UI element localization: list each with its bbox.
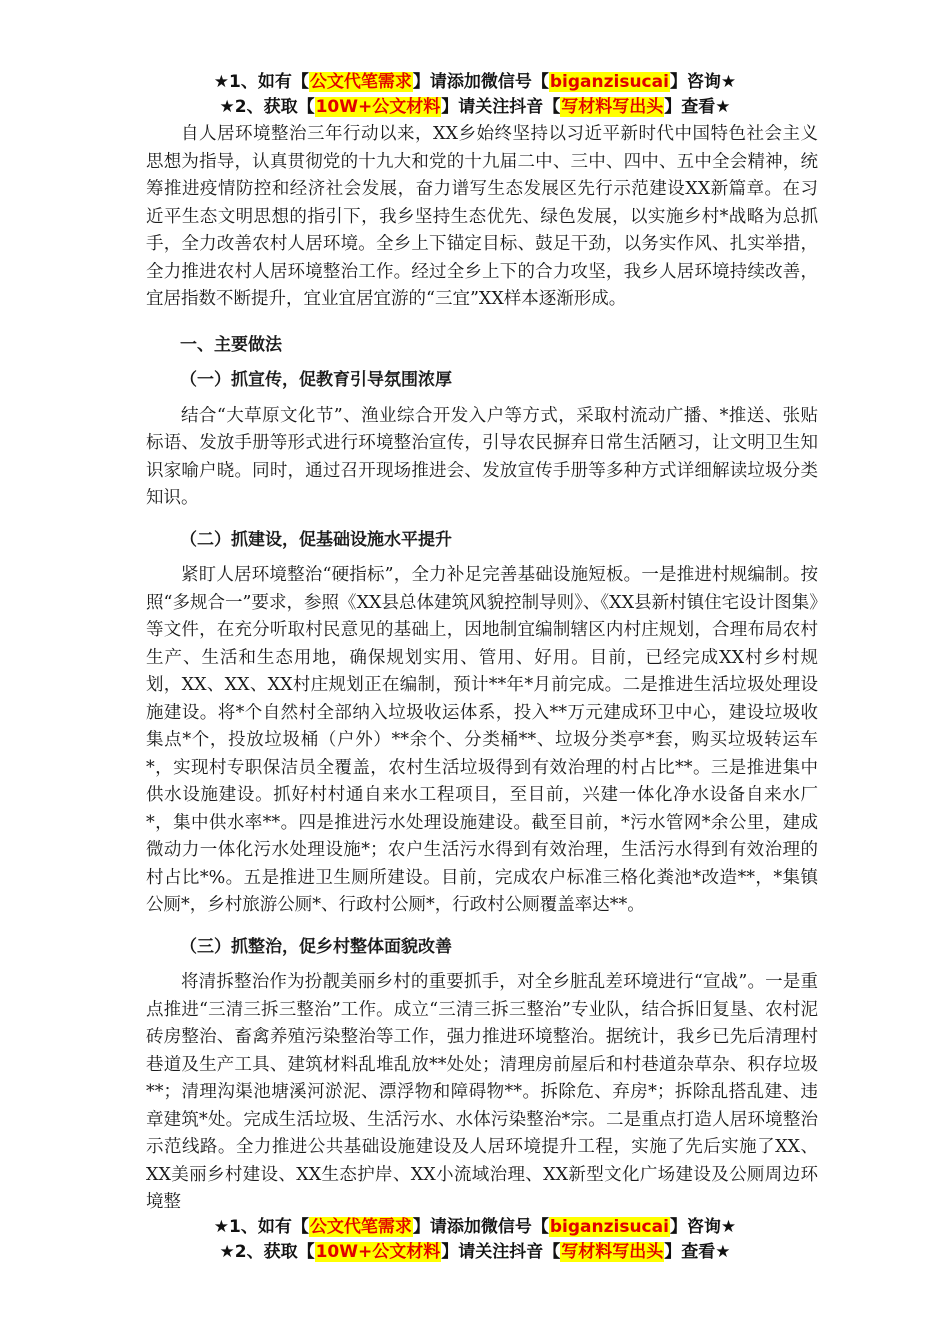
- banner-line-1: [0, 70, 950, 95]
- highlight-materials: 10W+公文材料: [315, 1242, 441, 1262]
- banner-text: 】请关注抖音【: [441, 97, 561, 117]
- banner-text: ★2、获取【: [219, 1242, 315, 1262]
- subsection-2-body: 紧盯人居环境整治“硬指标”，全力补足完善基础设施短板。一是推进村规编制。按照“多规合一”要求，参照《XX县总体建筑风貌控制导则》、《XX县新村镇住宅设计图集》等文件，在充分听取村民意见的基础上，因地制宜编制辖区内村庄规划，合理布局农村生产、生活和生态用地，确保规划实用、管用、好用。目前，已经完成XX村乡村规划，XX、XX、XX村庄规划正在编制，预计**年*月前完成。二是推进生活垃圾处理设施建设。将*个自然村全部纳入垃圾收运体系，投入**万元建成环卫中心，建设垃圾收集点*个，投放垃圾桶（户外）**余个、分类桶**、垃圾分类亭*套，购买垃圾转运车*，实现村专职保洁员全覆盖，农村生活垃圾得到有效治理的村占比**。三是推进集中供水设施建设。抓好村村通自来水工程项目，至目前，兴建一体化净水设备自来水厂*，集中供水率**。四是推进污水处理设施建设。截至目前，*污水管网*余公里，建成微动力一体化污水处理设施*；农户生活污水得到有效治理，生活污水得到有效治理的村占比*%。五是推进卫生厕所建设。目前，完成农户标准三格化粪池*改造**，*集镇公厕*，乡村旅游公厕*、行政村公厕*，行政村公厕覆盖率达**。: [146, 565, 818, 915]
- subsection-1-body: 结合“大草原文化节”、渔业综合开发入户等方式，采取村流动广播、*推送、张贴标语、发放手册等形式进行环境整治宣传，引导农民摒弃日常生活陋习，让文明卫生知识家喻户晓。同时，通过召开现场推进会、发放宣传手册等多种方式详细解读垃圾分类知识。: [146, 405, 818, 508]
- banner-text: 】请关注抖音【: [441, 1242, 561, 1262]
- document-body: [146, 121, 818, 1217]
- banner-text: 】请添加微信号【: [412, 72, 549, 92]
- highlight-service: 公文代笔需求: [309, 72, 412, 92]
- subsection-3-body: 将清拆整治作为扮靓美丽乡村的重要抓手，对全乡脏乱差环境进行“宣战”。一是重点推进“三清三拆三整治”工作。成立“三清三拆三整治”专业队，结合拆旧复垦、农村泥砖房整治、畜禽养殖污染整治等工作，强力推进环境整治。据统计，我乡已先后清理村巷道及生产工具、建筑材料乱堆乱放**处处；清理房前屋后和村巷道杂草杂、积存垃圾**；清理沟渠池塘溪河淤泥、漂浮物和障碍物**。拆除危、弃房*；拆除乱搭乱建、违章建筑*处。完成生活垃圾、生活污水、水体污染整治*宗。二是重点打造人居环境整治示范线路。全力推进公共基础设施建设及人居环境提升工程，实施了先后实施了XX、XX美丽乡村建设、XX生态护岸、XX小流域治理、XX新型文化广场建设及公厕周边环境整: [146, 972, 818, 1212]
- banner-text: 】查看★: [664, 97, 731, 117]
- banner-line-2: [0, 95, 950, 120]
- subsection-heading-3: （三）抓整治，促乡村整体面貌改善: [180, 936, 452, 957]
- highlight-douyin-id: 写材料写出头: [561, 1242, 664, 1262]
- banner-text: 】请添加微信号【: [412, 1217, 549, 1237]
- banner-line-2: [0, 1240, 950, 1265]
- highlight-materials: 10W+公文材料: [315, 97, 441, 117]
- banner-text: ★1、如有【: [213, 72, 309, 92]
- banner-text: 】咨询★: [669, 72, 737, 92]
- banner-text: ★1、如有【: [213, 1217, 309, 1237]
- intro-paragraph: 自人居环境整治三年行动以来，XX乡始终坚持以习近平新时代中国特色社会主义思想为指导，认真贯彻党的十九大和党的十九届二中、三中、四中、五中全会精神，统筹推进疫情防控和经济社会发展，奋力谱写生态发展区先行示范建设XX新篇章。在习近平生态文明思想的指引下，我乡坚持生态优先、绿色发展，以实施乡村*战略为总抓手，全力改善农村人居环境。全乡上下锚定目标、鼓足干劲，以务实作风、扎实举措，全力推进农村人居环境整治工作。经过全乡上下的合力攻坚，我乡人居环境持续改善，宜居指数不断提升，宜业宜居宜游的“三宜”XX样本逐渐形成。: [146, 124, 818, 309]
- bottom-banner: [0, 1215, 950, 1265]
- highlight-douyin-id: 写材料写出头: [561, 97, 664, 117]
- subsection-heading-2: （二）抓建设，促基础设施水平提升: [180, 529, 452, 550]
- banner-text: ★2、获取【: [219, 97, 315, 117]
- highlight-wechat-id: biganzisucai: [549, 1217, 669, 1237]
- section-heading-1: 一、主要做法: [180, 334, 282, 355]
- subsection-heading-1: （一）抓宣传，促教育引导氛围浓厚: [180, 370, 452, 390]
- highlight-wechat-id: biganzisucai: [549, 72, 669, 92]
- highlight-service: 公文代笔需求: [309, 1217, 412, 1237]
- top-banner: [0, 70, 950, 120]
- banner-line-1: [0, 1215, 950, 1240]
- banner-text: 】查看★: [664, 1242, 731, 1262]
- banner-text: 】咨询★: [669, 1217, 737, 1237]
